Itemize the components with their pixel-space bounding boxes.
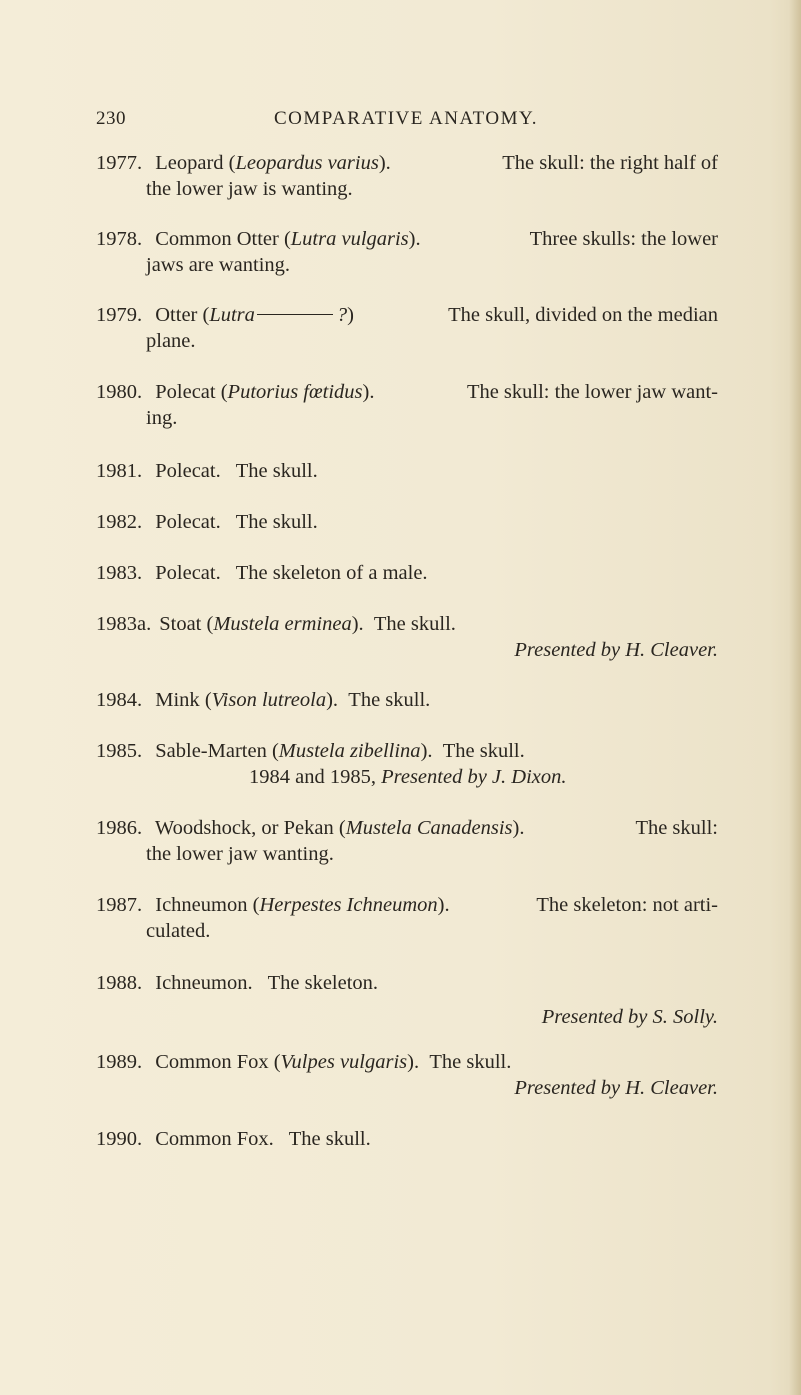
entry-description: The skull. [442,740,525,762]
common-name: Ichneumon [155,894,248,916]
entry-number: 1979. [96,304,143,326]
latin-name: Mustela erminea [213,613,352,635]
latin-name: Lutra [209,304,255,326]
running-head: COMPARATIVE ANATOMY. [273,108,539,129]
entry-number: 1990. [96,1128,143,1150]
page-edge-shadow [789,0,801,1395]
catalogue-entry-1989: 1989. Common Fox (Vulpes vulgaris). The skull. Presented by H. Cleaver. [96,1051,718,1099]
catalogue-entry-1990 [96,1126,718,1152]
presented-by: Presented by S. Solly. [541,1006,718,1028]
catalogue-entry-1983a: 1983a. Stoat (Mustela erminea). The skull. Presented by H. Cleaver. [96,613,718,661]
entry-number: 1981. [96,460,143,482]
entry-description: Ichneumon. The skeleton. [155,972,379,994]
entry-line: 1977. Leopard (Leopardus varius). The skull: the right half of [96,152,718,174]
entry-description-cont: jaws are wanting. [146,254,291,276]
common-name: Mink [155,689,200,711]
common-name: Stoat [159,613,202,635]
catalogue-entry-1982 [96,509,718,535]
presented-by: Presented by H. Cleaver. [514,639,718,661]
latin-name: Mustela Canadensis [345,817,513,839]
latin-name: Vulpes vulgaris [280,1051,408,1073]
entry-number: 1987. [96,894,143,916]
common-name: Woodshock, or Pekan [154,817,334,839]
entry-number: 1982. [96,511,143,533]
latin-name: Herpestes Ichneumon [259,894,438,916]
entry-description: The skull. [348,689,431,711]
entry-description: The skull: [635,817,718,839]
common-name: Leopard [155,152,224,174]
catalogue-entry-1981 [96,458,718,484]
catalogue-entry-1988 [96,970,718,1030]
entry-description: The skull: the lower jaw want- [466,381,718,403]
entry-number: 1978. [96,228,143,250]
catalogue-entry-1985: 1985. Sable-Marten (Mustela zibellina). The skull. 1984 and 1985, Presented by J. Dixon. [96,740,567,788]
entry-number: 1980. [96,381,143,403]
entry-number: 1983. [96,562,143,584]
latin-name: Lutra vulgaris [290,228,409,250]
common-name: Common Otter [155,228,279,250]
page-number: 230 [96,108,126,129]
catalogue-entry-1986: 1986. Woodshock, or Pekan (Mustela Canadensis). The skull: the lower jaw wanting. [96,817,718,865]
catalogue-entry-1979 [96,302,718,354]
entry-line: 1980. Polecat (Putorius fœtidus). The skull: the lower jaw want- [96,381,718,403]
presented-prefix: 1984 and 1985, [249,766,376,788]
common-name: Sable-Marten [155,740,267,762]
common-name: Polecat [155,381,216,403]
entry-number: 1986. [96,817,143,839]
entry-description: Common Fox. The skull. [155,1128,371,1150]
entry-description-cont: the lower jaw wanting. [146,843,334,865]
entry-number: 1985. [96,740,143,762]
entry-description: The skull. [373,613,456,635]
latin-name: Mustela zibellina [278,740,421,762]
presented-by: Presented by H. Cleaver. [514,1077,718,1099]
catalogue-entry-1977 [96,150,718,202]
page-header [96,108,716,136]
entry-number: 1984. [96,689,143,711]
latin-name: Leopardus varius [235,152,379,174]
latin-query: ? [336,304,348,326]
entry-description: The skull: the right half of [502,152,718,174]
common-name: Common Fox [155,1051,269,1073]
entry-description-cont: plane. [146,330,196,352]
entry-description-cont: the lower jaw is wanting. [146,178,353,200]
entry-number: 1989. [96,1051,143,1073]
catalogue-entry-1984: 1984. Mink (Vison lutreola). The skull. [96,689,431,711]
entry-number: 1977. [96,152,143,174]
catalogue-entry-1983 [96,560,718,586]
presented-by: Presented by J. Dixon. [381,766,567,788]
latin-name: Putorius fœtidus [227,381,363,403]
entry-description: Polecat. The skull. [155,511,318,533]
catalogue-entry-1987: 1987. Ichneumon (Herpestes Ichneumon). The skeleton: not arti- culated. [96,894,718,942]
entry-description-cont: ing. [146,407,178,429]
entry-description-cont: culated. [146,920,211,942]
entry-description: Three skulls: the lower [529,228,718,250]
entry-description: Polecat. The skeleton of a male. [155,562,428,584]
catalogue-entry-1978 [96,226,718,278]
entry-line: 1979. Otter (Lutra ?) The skull, divided on the median [96,304,718,326]
blank-dash [257,314,333,315]
entry-description: The skull. [429,1051,512,1073]
entry-number: 1988. [96,972,143,994]
entry-line: 1978. Common Otter (Lutra vulgaris). Three skulls: the lower [96,228,718,250]
entry-description: The skeleton: not arti- [536,894,718,916]
entry-description: Polecat. The skull. [155,460,318,482]
entry-number: 1983a. [96,613,152,635]
entry-description: The skull, divided on the median [448,304,718,326]
latin-name: Vison lutreola [211,689,327,711]
common-name: Otter [155,304,198,326]
catalogue-entry-1980 [96,379,718,431]
